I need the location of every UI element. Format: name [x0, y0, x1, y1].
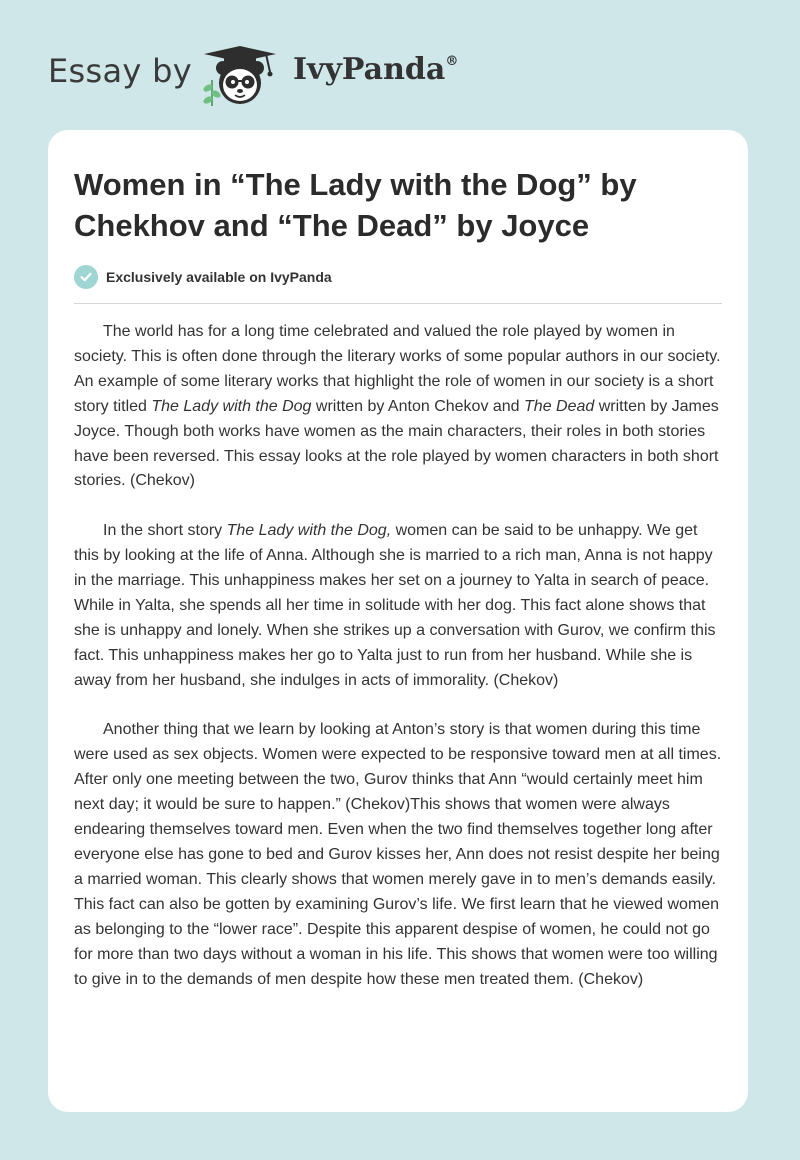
registered-mark: ® [445, 54, 459, 69]
paragraph-text: The world has for a long time celebrated and valued the role played by women in society. This is often done through the literary works of some popular authors in our society. An example of some literary works that highlight the role of women in our society is a short story titled [74, 323, 721, 415]
divider [74, 303, 722, 304]
italic-title-text: The Lady with the Dog [151, 397, 312, 415]
paragraph-text: women can be said to be unhappy. We get this by looking at the life of Anna. Although she is married to a rich man, Anna is not happy in the marriage. This unhappiness makes her set on a journey to Yalta in search of peace. While in Yalta, she spends all her time in solitude with her dog. This fact alone shows that she is unhappy and lonely. When she strikes up a conversation with Gurov, we confirm this fact. This unhappiness makes her go to Yalta just to run from her husband. While she is away from her husband, she indulges in acts of immorality. (Chekov) [74, 522, 716, 689]
panda-graduation-cap-icon[interactable] [200, 36, 296, 110]
italic-title-text: The Dead [524, 397, 595, 415]
essay-body [74, 320, 726, 1017]
brand-prefix: Essay by [48, 52, 192, 90]
badge-label: Exclusively available on IvyPanda [106, 269, 332, 285]
paragraph-text: In the short story [103, 522, 227, 540]
brand-name-text: IvyPanda [293, 52, 446, 87]
essay-paragraph [74, 320, 726, 494]
paragraph-text: Another thing that we learn by looking at Anton’s story is that women during this time were used as sex objects. Women were expected to be responsive toward men at all times. After only one meeting between the two, Gurov thinks that Ann “would certainly meet him next day; it would be sure to happen.” (Chekov)This shows that women were always endearing themselves toward men. Even when the two find themselves together long after everyone else has gone to bed and Gurov kisses her, Ann does not resist despite her being a married woman. This clearly shows that women merely gave in to men’s demands easily. This fact can also be gotten by examining Gurov’s life. We first learn that he viewed women as belonging to the “lower race”. Despite this apparent despise of women, he could not go for more than two days without a woman in his life. This shows that women were too willing to give in to the demands of men despite how these men treated them. (Chekov) [74, 721, 722, 988]
essay-card [48, 130, 748, 1112]
site-header [48, 34, 488, 110]
page-title: Women in “The Lady with the Dog” by Chekhov and “The Dead” by Joyce [74, 167, 637, 243]
exclusive-badge [74, 264, 332, 290]
paragraph-text: written by Anton Chekov and [311, 397, 525, 415]
paragraph-text: written by James Joyce. Though both works have women as the main characters, their roles in both stories have been reversed. This essay looks at the role played by women characters in both short stories. (Chekov) [74, 397, 719, 490]
brand-name[interactable] [293, 52, 458, 87]
essay-paragraph [74, 519, 726, 693]
essay-paragraph [74, 718, 726, 992]
italic-title-text: The Lady with the Dog, [226, 522, 392, 540]
check-circle-icon [74, 265, 98, 289]
